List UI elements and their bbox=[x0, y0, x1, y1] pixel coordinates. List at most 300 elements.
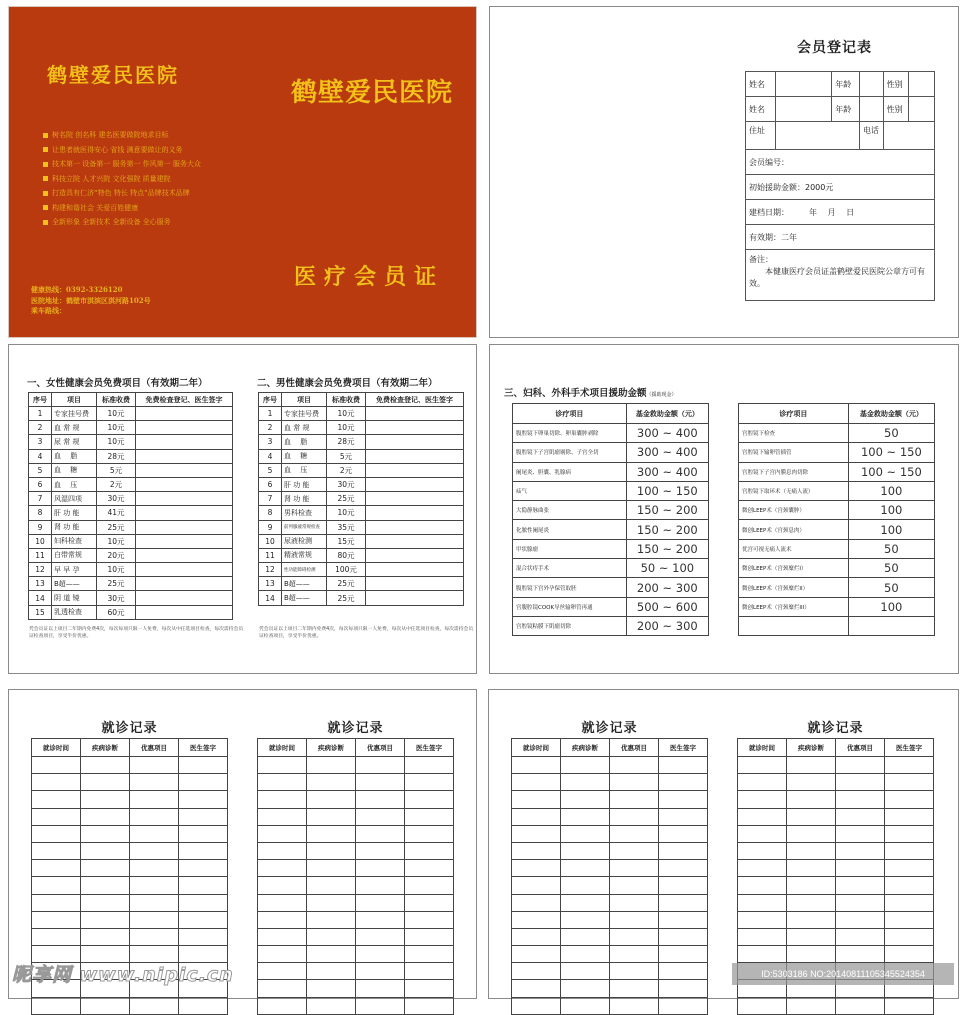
signature-cell[interactable] bbox=[136, 563, 233, 577]
record-cell[interactable] bbox=[885, 860, 934, 877]
procedure-name: 腹腔镜下子宫肌瘤剔除、子宫全切 bbox=[513, 443, 627, 462]
record-cell[interactable] bbox=[179, 928, 228, 945]
signature-cell[interactable] bbox=[136, 548, 233, 562]
record-cell[interactable] bbox=[81, 791, 130, 808]
record-cell[interactable] bbox=[307, 980, 356, 997]
record-cell[interactable] bbox=[738, 757, 787, 774]
record-cell[interactable] bbox=[32, 911, 81, 928]
signature-cell[interactable] bbox=[136, 605, 233, 619]
table-row bbox=[29, 463, 233, 477]
record-cell[interactable] bbox=[738, 774, 787, 791]
record-cell[interactable] bbox=[307, 894, 356, 911]
record-cell[interactable] bbox=[179, 911, 228, 928]
record-cell[interactable] bbox=[512, 963, 561, 980]
table-row bbox=[739, 597, 935, 616]
record-cell[interactable] bbox=[81, 860, 130, 877]
item-name: 血 压 bbox=[282, 463, 327, 477]
record-cell[interactable] bbox=[836, 877, 885, 894]
record-cell[interactable] bbox=[836, 894, 885, 911]
aid-amount: 150 ~ 200 bbox=[626, 520, 708, 539]
record-cell[interactable] bbox=[836, 808, 885, 825]
record-cell[interactable] bbox=[738, 911, 787, 928]
record-cell[interactable] bbox=[787, 894, 836, 911]
record-cell[interactable] bbox=[512, 928, 561, 945]
record-cell[interactable] bbox=[179, 791, 228, 808]
record-cell[interactable] bbox=[405, 963, 454, 980]
record-cell[interactable] bbox=[405, 825, 454, 842]
record-cell[interactable] bbox=[356, 808, 405, 825]
record-cell[interactable] bbox=[512, 911, 561, 928]
record-cell[interactable] bbox=[405, 877, 454, 894]
record-cell[interactable] bbox=[356, 757, 405, 774]
record-cell[interactable] bbox=[307, 963, 356, 980]
gender-field-2[interactable] bbox=[909, 97, 935, 122]
signature-cell[interactable] bbox=[136, 534, 233, 548]
table-row bbox=[739, 616, 935, 635]
record-cell[interactable] bbox=[561, 980, 610, 997]
signature-cell[interactable] bbox=[366, 492, 464, 506]
record-cell[interactable] bbox=[836, 791, 885, 808]
record-cell[interactable] bbox=[356, 877, 405, 894]
record-cell[interactable] bbox=[179, 757, 228, 774]
record-cell[interactable] bbox=[512, 791, 561, 808]
record-cell[interactable] bbox=[405, 997, 454, 1014]
record-cell[interactable] bbox=[130, 997, 179, 1014]
record-cell[interactable] bbox=[258, 842, 307, 859]
record-cell[interactable] bbox=[787, 825, 836, 842]
column-header: 优惠项目 bbox=[130, 739, 179, 757]
record-cell[interactable] bbox=[81, 774, 130, 791]
table-row bbox=[258, 963, 454, 980]
age-field-2[interactable] bbox=[859, 97, 883, 122]
standard-fee: 2元 bbox=[327, 463, 366, 477]
record-cell[interactable] bbox=[512, 877, 561, 894]
record-cell[interactable] bbox=[258, 860, 307, 877]
procedure-name: 大隐静脉曲张 bbox=[513, 501, 627, 520]
record-cell[interactable] bbox=[610, 774, 659, 791]
record-cell[interactable] bbox=[258, 757, 307, 774]
record-cell[interactable] bbox=[561, 842, 610, 859]
age-field[interactable] bbox=[859, 72, 883, 97]
record-cell[interactable] bbox=[32, 808, 81, 825]
signature-cell[interactable] bbox=[366, 577, 464, 591]
record-cell[interactable] bbox=[561, 774, 610, 791]
record-cell[interactable] bbox=[179, 825, 228, 842]
table-row bbox=[738, 877, 934, 894]
bullet-square-icon bbox=[43, 220, 48, 225]
record-cell[interactable] bbox=[356, 894, 405, 911]
table-row bbox=[258, 842, 454, 859]
record-cell[interactable] bbox=[32, 997, 81, 1014]
record-cell[interactable] bbox=[32, 825, 81, 842]
record-cell[interactable] bbox=[885, 791, 934, 808]
record-cell[interactable] bbox=[836, 842, 885, 859]
signature-cell[interactable] bbox=[136, 421, 233, 435]
record-cell[interactable] bbox=[561, 791, 610, 808]
record-cell[interactable] bbox=[738, 825, 787, 842]
record-cell[interactable] bbox=[307, 877, 356, 894]
record-cell[interactable] bbox=[561, 963, 610, 980]
record-cell[interactable] bbox=[885, 911, 934, 928]
record-cell[interactable] bbox=[610, 928, 659, 945]
signature-cell[interactable] bbox=[366, 591, 464, 605]
record-cell[interactable] bbox=[307, 946, 356, 963]
record-cell[interactable] bbox=[610, 946, 659, 963]
record-cell[interactable] bbox=[787, 757, 836, 774]
record-cell[interactable] bbox=[356, 946, 405, 963]
record-cell[interactable] bbox=[258, 894, 307, 911]
record-cell[interactable] bbox=[179, 774, 228, 791]
row-number: 1 bbox=[259, 407, 282, 421]
member-number-field[interactable]: 会员编号： bbox=[746, 150, 935, 175]
record-cell[interactable] bbox=[659, 946, 708, 963]
record-cell[interactable] bbox=[356, 980, 405, 997]
record-cell[interactable] bbox=[32, 757, 81, 774]
signature-cell[interactable] bbox=[366, 506, 464, 520]
record-cell[interactable] bbox=[81, 757, 130, 774]
aid-amount: 100 ~ 150 bbox=[848, 443, 934, 462]
record-cell[interactable] bbox=[81, 997, 130, 1014]
record-cell[interactable] bbox=[258, 911, 307, 928]
record-cell[interactable] bbox=[787, 911, 836, 928]
record-cell[interactable] bbox=[258, 928, 307, 945]
record-cell[interactable] bbox=[81, 808, 130, 825]
signature-cell[interactable] bbox=[136, 492, 233, 506]
record-cell[interactable] bbox=[561, 946, 610, 963]
record-cell[interactable] bbox=[610, 877, 659, 894]
record-cell[interactable] bbox=[659, 997, 708, 1014]
record-cell[interactable] bbox=[32, 860, 81, 877]
signature-cell[interactable] bbox=[366, 548, 464, 562]
record-cell[interactable] bbox=[405, 791, 454, 808]
record-cell[interactable] bbox=[659, 757, 708, 774]
record-cell[interactable] bbox=[81, 842, 130, 859]
record-cell[interactable] bbox=[130, 774, 179, 791]
signature-cell[interactable] bbox=[366, 463, 464, 477]
signature-cell[interactable] bbox=[136, 506, 233, 520]
record-cell[interactable] bbox=[405, 928, 454, 945]
record-cell[interactable] bbox=[307, 808, 356, 825]
record-cell[interactable] bbox=[512, 842, 561, 859]
record-cell[interactable] bbox=[179, 997, 228, 1014]
name-field-2[interactable] bbox=[775, 97, 831, 122]
record-cell[interactable] bbox=[307, 928, 356, 945]
record-cell[interactable] bbox=[885, 928, 934, 945]
record-cell[interactable] bbox=[179, 877, 228, 894]
table-row bbox=[29, 548, 233, 562]
record-cell[interactable] bbox=[130, 808, 179, 825]
table-row bbox=[259, 563, 464, 577]
record-cell[interactable] bbox=[738, 791, 787, 808]
procedure-name: 宫腔镜下输卵管插管 bbox=[739, 443, 849, 462]
record-cell[interactable] bbox=[130, 825, 179, 842]
record-cell[interactable] bbox=[885, 825, 934, 842]
file-date-field[interactable]: 建档日期： 年 月 日 bbox=[746, 200, 935, 225]
gender-field[interactable] bbox=[909, 72, 935, 97]
record-cell[interactable] bbox=[561, 894, 610, 911]
record-cell[interactable] bbox=[659, 825, 708, 842]
signature-cell[interactable] bbox=[366, 421, 464, 435]
signature-cell[interactable] bbox=[136, 520, 233, 534]
visit-record-table-1: 就诊记录 就诊时间 疾病诊断 优惠项目 医生签字 bbox=[31, 717, 228, 1015]
record-cell[interactable] bbox=[32, 774, 81, 791]
record-cell[interactable] bbox=[738, 842, 787, 859]
record-cell[interactable] bbox=[561, 911, 610, 928]
record-cell[interactable] bbox=[512, 980, 561, 997]
record-cell[interactable] bbox=[561, 757, 610, 774]
table-row bbox=[512, 894, 708, 911]
signature-cell[interactable] bbox=[366, 477, 464, 491]
record-cell[interactable] bbox=[659, 980, 708, 997]
record-cell[interactable] bbox=[32, 894, 81, 911]
record-cell[interactable] bbox=[610, 980, 659, 997]
record-cell[interactable] bbox=[659, 877, 708, 894]
record-cell[interactable] bbox=[659, 928, 708, 945]
record-cell[interactable] bbox=[659, 963, 708, 980]
signature-cell[interactable] bbox=[136, 591, 233, 605]
record-cell[interactable] bbox=[258, 877, 307, 894]
record-cell[interactable] bbox=[130, 860, 179, 877]
record-cell[interactable] bbox=[356, 842, 405, 859]
record-cell[interactable] bbox=[258, 997, 307, 1014]
record-cell[interactable] bbox=[512, 860, 561, 877]
standard-fee: 80元 bbox=[327, 548, 366, 562]
phone-field[interactable] bbox=[883, 122, 934, 150]
record-cell[interactable] bbox=[787, 928, 836, 945]
record-cell[interactable] bbox=[405, 757, 454, 774]
record-cell[interactable] bbox=[738, 946, 787, 963]
record-cell[interactable] bbox=[307, 842, 356, 859]
signature-cell[interactable] bbox=[366, 520, 464, 534]
name-field[interactable] bbox=[775, 72, 831, 97]
record-cell[interactable] bbox=[738, 997, 787, 1014]
record-cell[interactable] bbox=[356, 928, 405, 945]
record-cell[interactable] bbox=[512, 894, 561, 911]
record-cell[interactable] bbox=[307, 911, 356, 928]
record-cell[interactable] bbox=[885, 808, 934, 825]
signature-cell[interactable] bbox=[136, 407, 233, 421]
column-header: 就诊时间 bbox=[738, 739, 787, 757]
record-cell[interactable] bbox=[130, 757, 179, 774]
record-cell[interactable] bbox=[836, 860, 885, 877]
record-cell[interactable] bbox=[258, 980, 307, 997]
record-cell[interactable] bbox=[610, 911, 659, 928]
record-cell[interactable] bbox=[32, 877, 81, 894]
record-cell[interactable] bbox=[81, 825, 130, 842]
record-cell[interactable] bbox=[836, 997, 885, 1014]
address-field[interactable] bbox=[775, 122, 859, 150]
record-cell[interactable] bbox=[787, 808, 836, 825]
record-cell[interactable] bbox=[81, 911, 130, 928]
record-cell[interactable] bbox=[659, 842, 708, 859]
table-row bbox=[739, 462, 935, 481]
record-cell[interactable] bbox=[836, 757, 885, 774]
record-cell[interactable] bbox=[356, 997, 405, 1014]
record-cell[interactable] bbox=[836, 774, 885, 791]
record-cell[interactable] bbox=[307, 860, 356, 877]
record-cell[interactable] bbox=[130, 791, 179, 808]
record-cell[interactable] bbox=[659, 774, 708, 791]
table-row bbox=[259, 463, 464, 477]
record-cell[interactable] bbox=[561, 860, 610, 877]
signature-cell[interactable] bbox=[366, 563, 464, 577]
record-cell[interactable] bbox=[738, 808, 787, 825]
record-cell[interactable] bbox=[512, 757, 561, 774]
record-cell[interactable] bbox=[610, 808, 659, 825]
record-cell[interactable] bbox=[885, 842, 934, 859]
procedure-name: 混合状痔手术 bbox=[513, 559, 627, 578]
record-cell[interactable] bbox=[130, 911, 179, 928]
record-cell[interactable] bbox=[307, 774, 356, 791]
record-cell[interactable] bbox=[356, 911, 405, 928]
record-cell[interactable] bbox=[307, 791, 356, 808]
record-cell[interactable] bbox=[32, 842, 81, 859]
record-cell[interactable] bbox=[885, 894, 934, 911]
item-name: 肝 功 能 bbox=[282, 477, 327, 491]
record-cell[interactable] bbox=[405, 980, 454, 997]
record-cell[interactable] bbox=[356, 963, 405, 980]
record-cell[interactable] bbox=[32, 791, 81, 808]
record-cell[interactable] bbox=[307, 825, 356, 842]
record-cell[interactable] bbox=[787, 774, 836, 791]
record-cell[interactable] bbox=[258, 946, 307, 963]
row-number: 2 bbox=[259, 421, 282, 435]
record-cell[interactable] bbox=[787, 842, 836, 859]
record-cell[interactable] bbox=[787, 877, 836, 894]
record-cell[interactable] bbox=[836, 928, 885, 945]
table-row bbox=[513, 597, 709, 616]
record-cell[interactable] bbox=[885, 946, 934, 963]
slogan-item: 技术第一 设备第一 服务第一 作风第一 服务大众 bbox=[43, 157, 201, 172]
record-cell[interactable] bbox=[610, 860, 659, 877]
record-cell[interactable] bbox=[836, 825, 885, 842]
record-cell[interactable] bbox=[787, 791, 836, 808]
record-cell[interactable] bbox=[405, 842, 454, 859]
table-row bbox=[513, 559, 709, 578]
record-cell[interactable] bbox=[512, 946, 561, 963]
record-cell[interactable] bbox=[130, 894, 179, 911]
record-cell[interactable] bbox=[885, 774, 934, 791]
record-cell[interactable] bbox=[81, 877, 130, 894]
record-cell[interactable] bbox=[610, 894, 659, 911]
record-cell[interactable] bbox=[130, 877, 179, 894]
record-cell[interactable] bbox=[130, 928, 179, 945]
record-cell[interactable] bbox=[258, 963, 307, 980]
standard-fee: 28元 bbox=[327, 435, 366, 449]
record-cell[interactable] bbox=[610, 997, 659, 1014]
record-cell[interactable] bbox=[738, 928, 787, 945]
signature-cell[interactable] bbox=[136, 477, 233, 491]
record-cell[interactable] bbox=[258, 808, 307, 825]
record-cell[interactable] bbox=[738, 877, 787, 894]
table-row bbox=[739, 520, 935, 539]
record-cell[interactable] bbox=[356, 860, 405, 877]
record-cell[interactable] bbox=[659, 791, 708, 808]
record-cell[interactable] bbox=[405, 894, 454, 911]
record-cell[interactable] bbox=[405, 808, 454, 825]
record-cell[interactable] bbox=[610, 842, 659, 859]
table-row bbox=[739, 578, 935, 597]
table-row bbox=[32, 877, 228, 894]
record-cell[interactable] bbox=[561, 877, 610, 894]
record-cell[interactable] bbox=[885, 997, 934, 1014]
record-cell[interactable] bbox=[356, 825, 405, 842]
record-cell[interactable] bbox=[610, 757, 659, 774]
record-cell[interactable] bbox=[356, 791, 405, 808]
record-cell[interactable] bbox=[738, 860, 787, 877]
record-cell[interactable] bbox=[405, 946, 454, 963]
record-cell[interactable] bbox=[258, 825, 307, 842]
aid-amount: 50 bbox=[848, 559, 934, 578]
record-cell[interactable] bbox=[512, 774, 561, 791]
signature-cell[interactable] bbox=[136, 463, 233, 477]
signature-cell[interactable] bbox=[366, 534, 464, 548]
record-cell[interactable] bbox=[561, 825, 610, 842]
record-cell[interactable] bbox=[130, 842, 179, 859]
record-cell[interactable] bbox=[258, 791, 307, 808]
record-cell[interactable] bbox=[307, 757, 356, 774]
record-cell[interactable] bbox=[81, 928, 130, 945]
record-cell[interactable] bbox=[836, 946, 885, 963]
signature-cell[interactable] bbox=[136, 449, 233, 463]
record-cell[interactable] bbox=[405, 774, 454, 791]
signature-cell[interactable] bbox=[366, 435, 464, 449]
signature-cell[interactable] bbox=[136, 577, 233, 591]
record-cell[interactable] bbox=[787, 860, 836, 877]
record-cell[interactable] bbox=[179, 894, 228, 911]
record-cell[interactable] bbox=[659, 860, 708, 877]
signature-cell[interactable] bbox=[136, 435, 233, 449]
record-cell[interactable] bbox=[787, 997, 836, 1014]
item-name: 男科检查 bbox=[282, 506, 327, 520]
record-cell[interactable] bbox=[405, 911, 454, 928]
item-name: 血 脂 bbox=[52, 449, 97, 463]
record-cell[interactable] bbox=[32, 928, 81, 945]
aid-amount: 150 ~ 200 bbox=[626, 501, 708, 520]
record-cell[interactable] bbox=[885, 757, 934, 774]
record-cell[interactable] bbox=[561, 808, 610, 825]
record-cell[interactable] bbox=[561, 928, 610, 945]
record-cell[interactable] bbox=[512, 997, 561, 1014]
record-cell[interactable] bbox=[659, 808, 708, 825]
record-cell[interactable] bbox=[885, 877, 934, 894]
record-cell[interactable] bbox=[356, 774, 405, 791]
table-row bbox=[259, 520, 464, 534]
record-cell[interactable] bbox=[512, 808, 561, 825]
record-cell[interactable] bbox=[610, 963, 659, 980]
record-cell[interactable] bbox=[836, 911, 885, 928]
record-cell[interactable] bbox=[179, 808, 228, 825]
record-cell[interactable] bbox=[659, 911, 708, 928]
record-cell[interactable] bbox=[81, 894, 130, 911]
record-cell[interactable] bbox=[610, 791, 659, 808]
record-cell[interactable] bbox=[659, 894, 708, 911]
record-cell[interactable] bbox=[258, 774, 307, 791]
record-cell[interactable] bbox=[561, 997, 610, 1014]
record-cell[interactable] bbox=[307, 997, 356, 1014]
item-name: 专家挂号费 bbox=[52, 407, 97, 421]
record-cell[interactable] bbox=[738, 894, 787, 911]
record-cell[interactable] bbox=[512, 825, 561, 842]
cover-panel bbox=[8, 6, 477, 338]
record-cell[interactable] bbox=[179, 842, 228, 859]
signature-cell[interactable] bbox=[366, 449, 464, 463]
record-cell[interactable] bbox=[610, 825, 659, 842]
record-cell[interactable] bbox=[179, 860, 228, 877]
record-cell[interactable] bbox=[405, 860, 454, 877]
signature-cell[interactable] bbox=[366, 407, 464, 421]
record-cell[interactable] bbox=[787, 946, 836, 963]
